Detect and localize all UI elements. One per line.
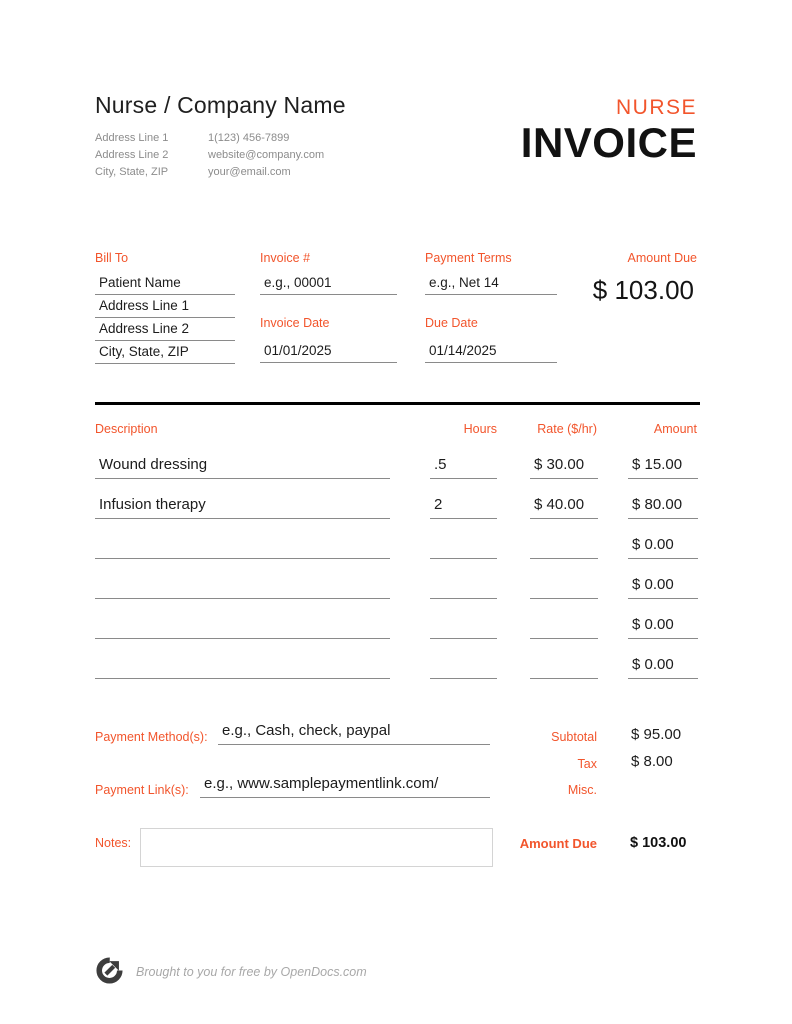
misc-label: Misc.	[567, 783, 597, 797]
payment-link-label: Payment Link(s):	[95, 783, 189, 797]
rate-field[interactable]	[530, 560, 598, 599]
payment-link-field[interactable]: e.g., www.samplepaymentlink.com/	[200, 772, 490, 798]
company-phone: 1(123) 456-7899	[208, 132, 290, 144]
invoice-date-label: Invoice Date	[260, 316, 330, 330]
rate-field[interactable]	[530, 640, 598, 679]
company-email: your@email.com	[208, 166, 291, 178]
amount-cell: $ 0.00	[628, 640, 698, 679]
amount-due-total-label: Amount Due	[519, 836, 597, 851]
description-field[interactable]: Wound dressing	[95, 440, 390, 479]
tax-value: $ 8.00	[631, 753, 673, 770]
payment-method-field[interactable]: e.g., Cash, check, paypal	[218, 719, 490, 745]
hours-field[interactable]	[430, 560, 497, 599]
company-address-line-1: Address Line 1	[95, 132, 169, 144]
payment-terms-label: Payment Terms	[425, 251, 512, 265]
hours-field[interactable]	[430, 600, 497, 639]
company-name: Nurse / Company Name	[95, 92, 346, 118]
company-address-line-3: City, State, ZIP	[95, 166, 169, 178]
billto-address1-field[interactable]: Address Line 1	[95, 295, 235, 318]
rate-field[interactable]: $ 30.00	[530, 440, 598, 479]
amount-cell: $ 0.00	[628, 600, 698, 639]
hours-column-header: Hours	[463, 422, 497, 436]
company-website: website@company.com	[208, 149, 325, 161]
description-field[interactable]	[95, 520, 390, 559]
hours-field[interactable]: 2	[430, 480, 497, 519]
due-date-label: Due Date	[425, 316, 478, 330]
invoice-date-field[interactable]: 01/01/2025	[260, 339, 397, 363]
amount-due-label: Amount Due	[627, 251, 697, 265]
amount-cell: $ 80.00	[628, 480, 698, 519]
subtotal-label: Subtotal	[551, 730, 597, 744]
patient-name-field[interactable]: Patient Name	[95, 272, 235, 295]
rate-column-header: Rate ($/hr)	[537, 422, 597, 436]
billto-address2-field[interactable]: Address Line 2	[95, 318, 235, 341]
payment-terms-field[interactable]: e.g., Net 14	[425, 272, 557, 295]
notes-input[interactable]	[140, 828, 493, 867]
description-field[interactable]	[95, 560, 390, 599]
notes-label: Notes:	[95, 836, 132, 850]
rate-field[interactable]	[530, 520, 598, 559]
opendocs-logo-icon	[95, 956, 124, 985]
invoice-number-field[interactable]: e.g., 00001	[260, 272, 397, 295]
description-field[interactable]	[95, 640, 390, 679]
amount-due-total-value: $ 103.00	[630, 835, 687, 851]
amount-cell: $ 0.00	[628, 560, 698, 599]
company-address-line-2: Address Line 2	[95, 149, 169, 161]
rate-field[interactable]: $ 40.00	[530, 480, 598, 519]
due-date-field[interactable]: 01/14/2025	[425, 339, 557, 363]
hours-field[interactable]	[430, 520, 497, 559]
invoice-title: INVOICE	[520, 119, 697, 166]
bill-to-label: Bill To	[95, 251, 129, 265]
tax-label: Tax	[577, 757, 597, 771]
rate-field[interactable]	[530, 600, 598, 639]
hours-field[interactable]	[430, 640, 497, 679]
billto-citystatezip-field[interactable]: City, State, ZIP	[95, 341, 235, 364]
amount-cell: $ 0.00	[628, 520, 698, 559]
amount-due-value: $ 103.00	[592, 275, 694, 305]
items-divider	[95, 402, 700, 405]
footer-credit: Brought to you for free by OpenDocs.com	[136, 965, 367, 979]
hours-field[interactable]: .5	[430, 440, 497, 479]
payment-method-label: Payment Method(s):	[95, 730, 208, 744]
amount-column-header: Amount	[653, 422, 697, 436]
description-field[interactable]	[95, 600, 390, 639]
invoice-number-label: Invoice #	[260, 251, 311, 265]
description-field[interactable]: Infusion therapy	[95, 480, 390, 519]
doc-type-label: NURSE	[615, 96, 697, 119]
description-column-header: Description	[95, 422, 158, 436]
subtotal-value: $ 95.00	[631, 726, 682, 743]
amount-cell: $ 15.00	[628, 440, 698, 479]
